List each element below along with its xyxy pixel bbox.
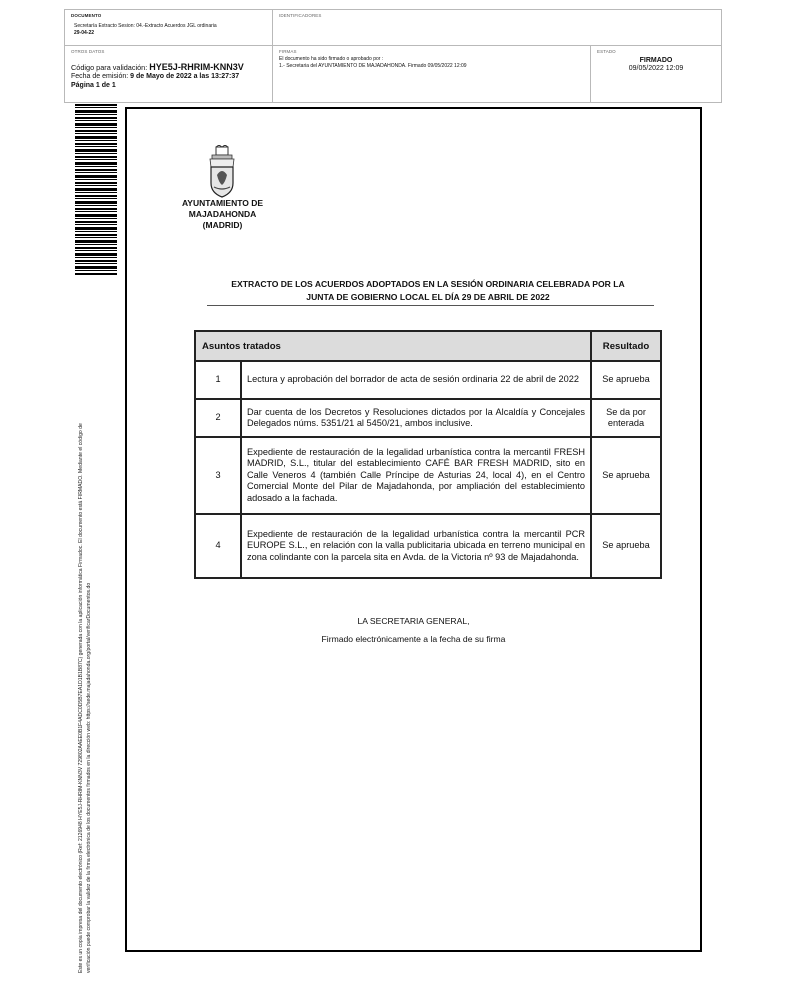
estado-cell [591, 46, 721, 102]
estado-label: ESTADO [597, 49, 616, 54]
table-row [195, 514, 661, 578]
firmas-label: FIRMAS [279, 49, 297, 54]
documento-line1: Secretaría Extracto Sesion: 04.-Extracto Acuerdos JGL ordinaria [74, 23, 217, 29]
status-badge: FIRMADO [639, 57, 673, 64]
document-page [125, 107, 702, 952]
column-header-asuntos: Asuntos tratados [195, 331, 591, 361]
signature-note: Firmado electrónicamente a la fecha de su firma [321, 634, 506, 644]
firmas-line1: El documento ha sido firmado o aprobado por : [279, 56, 384, 62]
firmas-line2: 1.- Secretaria del AYUNTAMIENTO DE MAJADAHONDA. Firmado 09/05/2022 12:09 [279, 63, 467, 69]
row-number: 3 [195, 437, 241, 514]
table-header-row [195, 331, 661, 361]
column-header-resultado: Resultado [591, 331, 661, 361]
coat-of-arms-icon [207, 145, 237, 199]
otros-datos-cell [65, 46, 273, 102]
row-description: Lectura y aprobación del borrador de acta de sesión ordinaria 22 de abril de 2022 [241, 361, 591, 399]
row-number: 1 [195, 361, 241, 399]
title-divider [207, 305, 654, 306]
page-count: Página 1 de 1 [71, 82, 116, 89]
sidebar-line2: verificación puede comprobar la validez de la firma electrónica de los documentos firmados en la dirección web: https://sede.majadahonda.org/portal/verificarDocumentos.do [85, 582, 92, 973]
title-line1: EXTRACTO DE LOS ACUERDOS ADOPTADOS EN LA SESIÓN ORDINARIA CELEBRADA POR LA [231, 279, 625, 289]
identificadores-cell [273, 10, 721, 46]
row-description: Expediente de restauración de la legalidad urbanística contra la mercantil FRESH MADRID, S.L., titular del establecimiento CAFÉ BAR FRESH MADRID, sito en Calle Veneros 4 (también Calle Príncipe de Asturias 24, local 4), en el Centro Comercial Monte del Pilar de Majadahonda, por ampliación del establecimiento adosado a la fachada. [241, 437, 591, 514]
status-date: 09/05/2022 12:09 [628, 65, 684, 72]
row-number: 2 [195, 399, 241, 437]
emission-date: 9 de Mayo de 2022 a las 13:27:37 [130, 73, 240, 80]
municipality-name [165, 198, 280, 231]
documento-cell [65, 10, 273, 46]
sidebar-line1: Este es un copia impresa del documento electrónico (Ref: 2126948 HYE5J-RHRIM-KNN3V 729802AAEE0B1F4ADC0D5B7EA1D1B1B87C) generada con la aplicación informática Firmadoc. El documento está FIRMADO. Mediante el código de [78, 423, 84, 973]
row-description: Expediente de restauración de la legalidad urbanística contra la mercantil PCR EUROPE S.L., en relación con la valla publicitaria ubicada en terreno municipal en zona colindante con la parcela sita en Avda. de la Victoria nº 93 de Majadahonda. [241, 514, 591, 578]
row-result: Se aprueba [591, 361, 661, 399]
documento-line2: 29-04-22 [74, 30, 95, 36]
signatory-title: LA SECRETARIA GENERAL, [357, 616, 470, 626]
row-number: 4 [195, 514, 241, 578]
document-title [189, 278, 667, 303]
verification-sidebar-text [78, 303, 93, 973]
org-line3: (MADRID) [202, 220, 243, 230]
row-result: Se aprueba [591, 514, 661, 578]
otros-datos-label: OTROS DATOS [71, 49, 105, 54]
emission-date-line [71, 73, 239, 80]
codigo-prefix: Código para validación: [71, 63, 148, 72]
fecha-prefix: Fecha de emisión: [71, 73, 129, 80]
table-row [195, 437, 661, 514]
org-line2: MAJADAHONDA [188, 209, 257, 219]
validation-code[interactable]: HYE5J-RHRIM-KNN3V [149, 62, 244, 72]
signature-header [64, 9, 722, 103]
row-description: Dar cuenta de los Decretos y Resoluciones dictados por la Alcaldía y Concejales Delegados núms. 5351/21 al 5450/21, ambos inclusive. [241, 399, 591, 437]
org-line1: AYUNTAMIENTO DE [181, 198, 264, 208]
table-row [195, 361, 661, 399]
title-line2: JUNTA DE GOBIERNO LOCAL EL DÍA 29 DE ABRIL DE 2022 [306, 291, 550, 302]
row-result: Se da por enterada [591, 399, 661, 437]
validation-code-line [71, 62, 244, 72]
agenda-table [194, 330, 662, 579]
table-row [195, 399, 661, 437]
firmas-cell [273, 46, 591, 102]
identificadores-label: IDENTIFICADORES [279, 13, 322, 18]
row-result: Se aprueba [591, 437, 661, 514]
documento-label: DOCUMENTO [71, 13, 102, 18]
barcode [75, 104, 117, 276]
